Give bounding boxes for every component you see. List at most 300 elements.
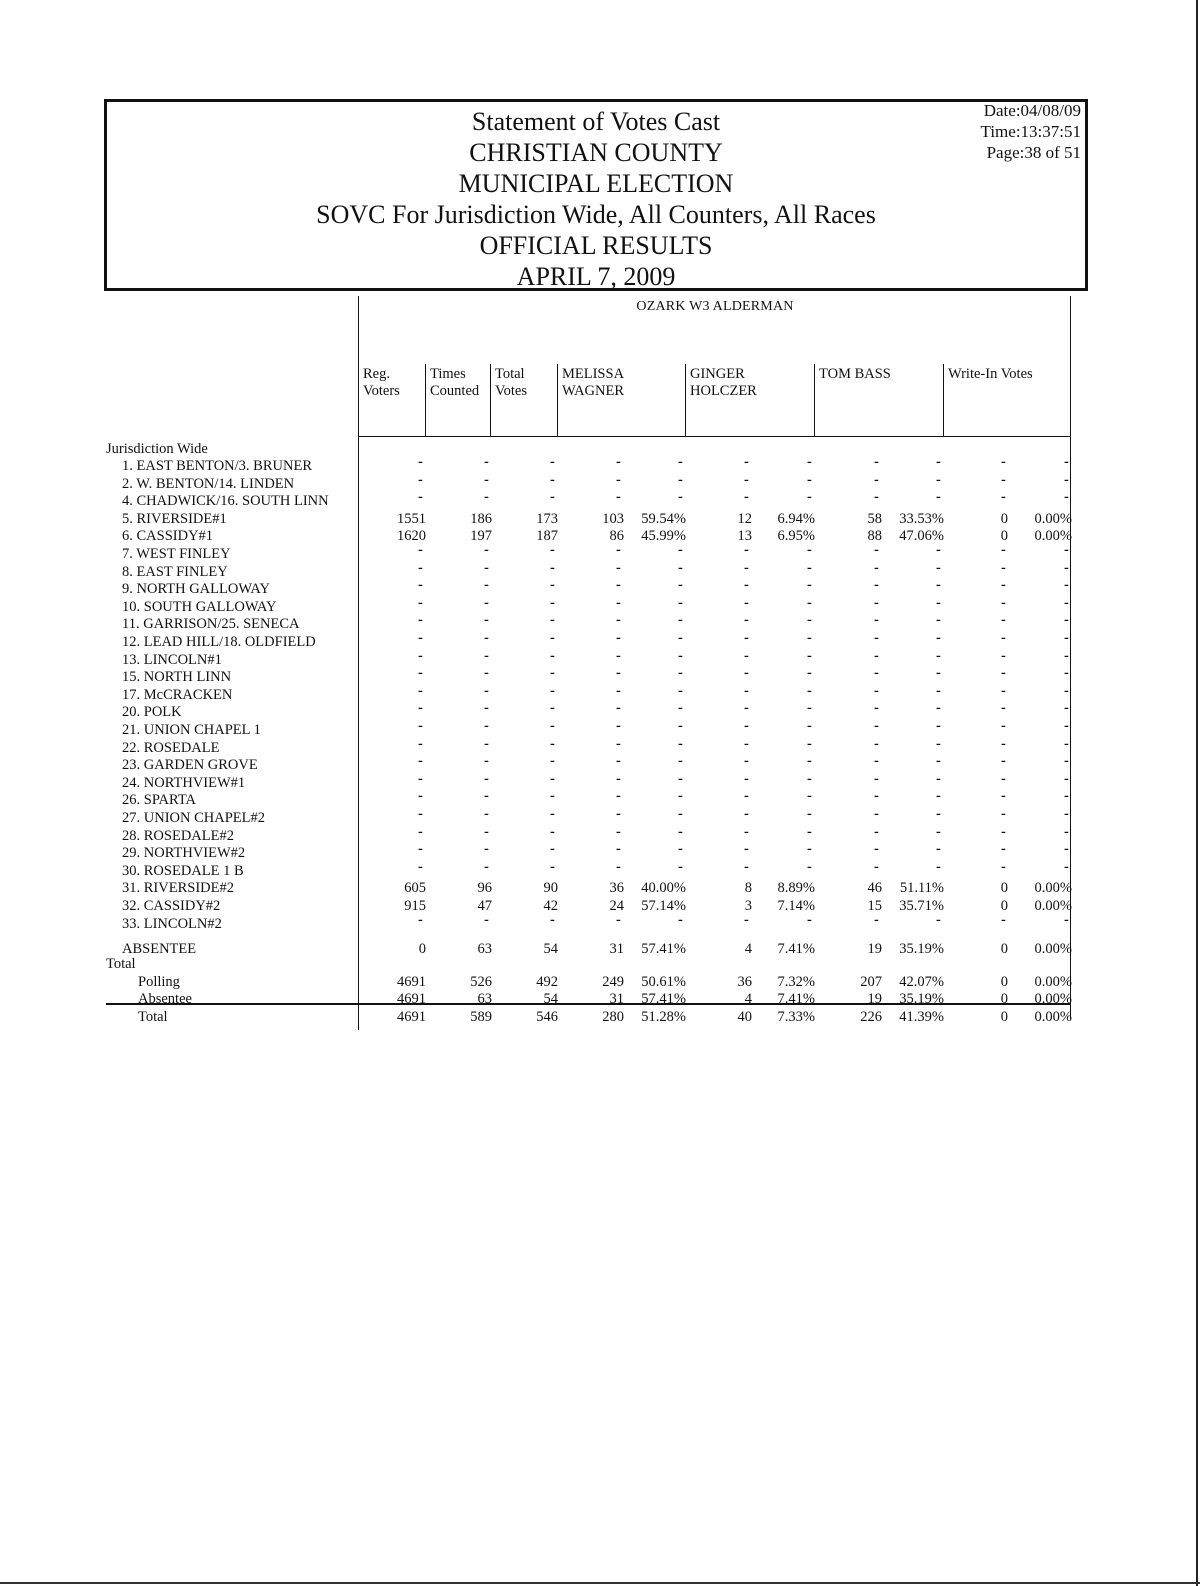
cell-value: 280 xyxy=(602,1009,624,1025)
cell-empty: - xyxy=(1001,736,1006,752)
cell-empty: - xyxy=(616,595,621,611)
cell-value: 0.00% xyxy=(1034,1009,1072,1025)
cell-empty: - xyxy=(1001,718,1006,734)
cell-empty: - xyxy=(418,560,423,576)
cell-empty: - xyxy=(678,912,683,928)
cell-empty: - xyxy=(744,912,749,928)
cell-value: 0.00% xyxy=(1034,880,1072,896)
cell-empty: - xyxy=(678,841,683,857)
cell-value: 103 xyxy=(602,511,624,527)
cell-empty: - xyxy=(678,665,683,681)
cell-empty: - xyxy=(484,648,489,664)
cell-empty: - xyxy=(418,630,423,646)
county-name: CHRISTIAN COUNTY xyxy=(469,138,723,167)
cell-empty: - xyxy=(678,718,683,734)
cell-empty: - xyxy=(1001,630,1006,646)
row-label: 32. CASSIDY#2 xyxy=(122,898,221,914)
cell-value: 8 xyxy=(744,880,752,896)
cell-empty: - xyxy=(1001,454,1006,470)
cell-empty: - xyxy=(1064,683,1069,699)
cell-value: 0.00% xyxy=(1034,528,1072,544)
cell-empty: - xyxy=(678,753,683,769)
cell-empty: - xyxy=(1064,560,1069,576)
cell-empty: - xyxy=(1064,489,1069,505)
cell-empty: - xyxy=(874,736,879,752)
cell-empty: - xyxy=(936,788,941,804)
cell-value: 6.95% xyxy=(777,528,815,544)
cell-empty: - xyxy=(936,806,941,822)
cell-empty: - xyxy=(807,788,812,804)
table-row xyxy=(0,788,1200,809)
cell-empty: - xyxy=(484,736,489,752)
cell-value: 35.71% xyxy=(899,898,944,914)
cell-value: 4691 xyxy=(397,974,426,990)
report-title-line: Statement of Votes Cast xyxy=(471,107,721,136)
cell-value: 33.53% xyxy=(899,511,944,527)
cell-empty: - xyxy=(678,542,683,558)
row-label: 10. SOUTH GALLOWAY xyxy=(122,599,277,615)
cell-empty: - xyxy=(936,542,941,558)
header-bottom-rule xyxy=(358,436,1070,437)
cell-value: 197 xyxy=(470,528,492,544)
cell-value: 0.00% xyxy=(1034,511,1072,527)
cell-empty: - xyxy=(1064,788,1069,804)
cell-empty: - xyxy=(807,683,812,699)
cell-empty: - xyxy=(616,824,621,840)
cell-empty: - xyxy=(744,788,749,804)
row-label: 4. CHADWICK/16. SOUTH LINN xyxy=(122,493,329,509)
cell-value: 86 xyxy=(609,528,624,544)
cell-value: 42.07% xyxy=(899,974,944,990)
cell-empty: - xyxy=(484,683,489,699)
cell-empty: - xyxy=(1064,718,1069,734)
cell-empty: - xyxy=(616,912,621,928)
cell-empty: - xyxy=(550,824,555,840)
cell-empty: - xyxy=(550,472,555,488)
cell-empty: - xyxy=(807,560,812,576)
cell-empty: - xyxy=(616,736,621,752)
cell-empty: - xyxy=(1001,577,1006,593)
cell-empty: - xyxy=(418,771,423,787)
cell-empty: - xyxy=(1001,683,1006,699)
row-label: 9. NORTH GALLOWAY xyxy=(122,581,271,597)
cell-empty: - xyxy=(550,683,555,699)
cell-empty: - xyxy=(936,595,941,611)
cell-empty: - xyxy=(678,489,683,505)
cell-empty: - xyxy=(936,700,941,716)
table-row xyxy=(0,510,1200,528)
row-label: 31. RIVERSIDE#2 xyxy=(122,880,234,896)
cell-empty: - xyxy=(1001,560,1006,576)
cell-empty: - xyxy=(678,630,683,646)
cell-value: 546 xyxy=(536,1009,558,1025)
report-scope: SOVC For Jurisdiction Wide, All Counters, All Races xyxy=(316,200,876,229)
cell-empty: - xyxy=(418,753,423,769)
cell-empty: - xyxy=(1001,824,1006,840)
cell-value: 51.11% xyxy=(899,880,944,896)
cell-empty: - xyxy=(936,612,941,628)
cell-empty: - xyxy=(418,612,423,628)
cell-empty: - xyxy=(418,718,423,734)
cell-empty: - xyxy=(744,472,749,488)
cell-value: 58 xyxy=(867,511,882,527)
cell-empty: - xyxy=(678,472,683,488)
cell-empty: - xyxy=(936,665,941,681)
table-row xyxy=(0,612,1200,633)
cell-empty: - xyxy=(484,542,489,558)
column-separator xyxy=(943,364,944,436)
row-label: 17. McCRACKEN xyxy=(122,687,233,703)
cell-empty: - xyxy=(616,753,621,769)
cell-empty: - xyxy=(936,683,941,699)
cell-empty: - xyxy=(484,560,489,576)
row-label: 20. POLK xyxy=(122,704,182,720)
cell-empty: - xyxy=(807,824,812,840)
cell-empty: - xyxy=(1001,595,1006,611)
cell-empty: - xyxy=(550,700,555,716)
cell-empty: - xyxy=(1001,700,1006,716)
cell-empty: - xyxy=(807,454,812,470)
row-label: 23. GARDEN GROVE xyxy=(122,757,258,773)
cell-empty: - xyxy=(418,472,423,488)
cell-empty: - xyxy=(744,859,749,875)
cell-value: 0 xyxy=(1000,511,1008,527)
cell-value: 47.06% xyxy=(899,528,944,544)
totals-row xyxy=(0,990,1200,1008)
cell-value: 35.19% xyxy=(899,941,944,957)
cell-empty: - xyxy=(874,824,879,840)
column-header-total-votes xyxy=(495,366,527,400)
cell-value: 0 xyxy=(418,941,426,957)
cell-empty: - xyxy=(418,648,423,664)
cell-empty: - xyxy=(807,753,812,769)
cell-value: 186 xyxy=(470,511,492,527)
cell-value: 589 xyxy=(470,1009,492,1025)
cell-empty: - xyxy=(616,718,621,734)
cell-value: 492 xyxy=(536,974,558,990)
cell-empty: - xyxy=(874,665,879,681)
cell-empty: - xyxy=(484,630,489,646)
cell-empty: - xyxy=(874,771,879,787)
cell-empty: - xyxy=(678,595,683,611)
table-row xyxy=(0,879,1200,897)
cell-value: 915 xyxy=(404,898,426,914)
table-row xyxy=(0,912,1200,933)
row-label: Jurisdiction Wide xyxy=(106,441,208,457)
cell-empty: - xyxy=(484,718,489,734)
cell-value: 12 xyxy=(737,511,752,527)
cell-empty: - xyxy=(678,736,683,752)
cell-empty: - xyxy=(807,648,812,664)
cell-empty: - xyxy=(616,700,621,716)
cell-empty: - xyxy=(1064,472,1069,488)
scan-edge-bottom xyxy=(0,1582,1200,1584)
column-separator xyxy=(490,364,491,436)
table-row xyxy=(0,806,1200,827)
cell-empty: - xyxy=(936,841,941,857)
cell-empty: - xyxy=(807,841,812,857)
cell-value: 0 xyxy=(1000,880,1008,896)
cell-empty: - xyxy=(1064,454,1069,470)
cell-empty: - xyxy=(678,788,683,804)
cell-empty: - xyxy=(936,718,941,734)
cell-value: 40.00% xyxy=(641,880,686,896)
table-row xyxy=(0,700,1200,721)
cell-empty: - xyxy=(550,630,555,646)
cell-value: 0 xyxy=(1000,991,1008,1007)
cell-empty: - xyxy=(550,806,555,822)
cell-empty: - xyxy=(418,665,423,681)
row-label: 1. EAST BENTON/3. BRUNER xyxy=(122,458,312,474)
cell-empty: - xyxy=(616,665,621,681)
cell-empty: - xyxy=(1001,841,1006,857)
cell-empty: - xyxy=(678,612,683,628)
cell-empty: - xyxy=(1064,648,1069,664)
cell-empty: - xyxy=(807,630,812,646)
cell-value: 226 xyxy=(860,1009,882,1025)
cell-empty: - xyxy=(678,806,683,822)
cell-value: 0.00% xyxy=(1034,898,1072,914)
row-label: 2. W. BENTON/14. LINDEN xyxy=(122,476,295,492)
cell-value: 31 xyxy=(609,991,624,1007)
column-separator xyxy=(814,364,815,436)
cell-empty: - xyxy=(1064,665,1069,681)
totals-row xyxy=(0,973,1200,991)
cell-empty: - xyxy=(1001,648,1006,664)
cell-empty: - xyxy=(744,454,749,470)
cell-empty: - xyxy=(744,630,749,646)
cell-empty: - xyxy=(874,560,879,576)
cell-empty: - xyxy=(1001,859,1006,875)
column-header-line: TOM BASS xyxy=(819,366,891,382)
cell-empty: - xyxy=(678,859,683,875)
row-label: Total xyxy=(106,956,136,972)
cell-empty: - xyxy=(1064,736,1069,752)
table-row xyxy=(0,454,1200,475)
cell-empty: - xyxy=(874,683,879,699)
cell-value: 7.14% xyxy=(777,898,815,914)
cell-empty: - xyxy=(1001,753,1006,769)
cell-value: 0 xyxy=(1000,941,1008,957)
cell-empty: - xyxy=(874,718,879,734)
table-row xyxy=(0,897,1200,915)
cell-empty: - xyxy=(874,753,879,769)
cell-value: 207 xyxy=(860,974,882,990)
cell-value: 8.89% xyxy=(777,880,815,896)
cell-value: 41.39% xyxy=(899,1009,944,1025)
cell-empty: - xyxy=(1001,612,1006,628)
cell-empty: - xyxy=(418,841,423,857)
cell-empty: - xyxy=(418,788,423,804)
cell-value: 0 xyxy=(1000,1009,1008,1025)
cell-value: 0.00% xyxy=(1034,941,1072,957)
row-label: 28. ROSEDALE#2 xyxy=(122,828,234,844)
row-label: ABSENTEE xyxy=(122,941,197,957)
totals-heading xyxy=(0,955,1200,973)
report-header-box xyxy=(104,99,1088,291)
cell-empty: - xyxy=(1064,912,1069,928)
cell-empty: - xyxy=(550,454,555,470)
cell-value: 24 xyxy=(609,898,624,914)
cell-empty: - xyxy=(484,595,489,611)
cell-empty: - xyxy=(1064,771,1069,787)
row-label: Total xyxy=(138,1009,168,1025)
cell-value: 4691 xyxy=(397,1009,426,1025)
cell-empty: - xyxy=(678,648,683,664)
column-header-write-in xyxy=(948,366,1033,383)
cell-empty: - xyxy=(418,700,423,716)
cell-empty: - xyxy=(550,753,555,769)
cell-value: 0 xyxy=(1000,898,1008,914)
election-date: APRIL 7, 2009 xyxy=(516,262,676,291)
row-label: Polling xyxy=(138,974,180,990)
cell-empty: - xyxy=(807,736,812,752)
column-header-melissa-wagner xyxy=(562,366,624,400)
cell-value: 4 xyxy=(744,941,752,957)
cell-empty: - xyxy=(484,806,489,822)
cell-empty: - xyxy=(1001,489,1006,505)
cell-empty: - xyxy=(550,612,555,628)
column-separator xyxy=(425,364,426,436)
cell-empty: - xyxy=(744,648,749,664)
cell-empty: - xyxy=(744,771,749,787)
cell-empty: - xyxy=(616,806,621,822)
cell-empty: - xyxy=(874,454,879,470)
cell-empty: - xyxy=(1064,630,1069,646)
cell-empty: - xyxy=(874,630,879,646)
cell-value: 42 xyxy=(543,898,558,914)
cell-empty: - xyxy=(1064,700,1069,716)
cell-empty: - xyxy=(936,912,941,928)
table-row xyxy=(0,683,1200,704)
cell-empty: - xyxy=(550,912,555,928)
cell-empty: - xyxy=(1001,472,1006,488)
cell-empty: - xyxy=(616,454,621,470)
cell-value: 605 xyxy=(404,880,426,896)
cell-value: 4 xyxy=(744,991,752,1007)
cell-value: 7.41% xyxy=(777,941,815,957)
cell-empty: - xyxy=(484,700,489,716)
cell-empty: - xyxy=(616,630,621,646)
cell-empty: - xyxy=(484,753,489,769)
column-header-line: GINGER xyxy=(690,366,745,382)
cell-value: 173 xyxy=(536,511,558,527)
cell-empty: - xyxy=(550,665,555,681)
cell-empty: - xyxy=(484,788,489,804)
cell-empty: - xyxy=(807,489,812,505)
cell-value: 54 xyxy=(543,991,558,1007)
table-row xyxy=(0,753,1200,774)
cell-empty: - xyxy=(678,771,683,787)
column-separator xyxy=(557,364,558,436)
cell-empty: - xyxy=(936,630,941,646)
cell-value: 4691 xyxy=(397,991,426,1007)
cell-empty: - xyxy=(418,542,423,558)
cell-value: 7.41% xyxy=(777,991,815,1007)
cell-empty: - xyxy=(1064,577,1069,593)
cell-empty: - xyxy=(744,683,749,699)
cell-empty: - xyxy=(484,472,489,488)
cell-value: 57.41% xyxy=(641,941,686,957)
cell-empty: - xyxy=(874,542,879,558)
cell-empty: - xyxy=(744,560,749,576)
column-header-reg-voters xyxy=(363,366,400,400)
column-separator xyxy=(685,364,686,436)
cell-value: 0 xyxy=(1000,528,1008,544)
cell-empty: - xyxy=(807,665,812,681)
cell-empty: - xyxy=(678,577,683,593)
cell-empty: - xyxy=(1064,824,1069,840)
row-label: 7. WEST FINLEY xyxy=(122,546,231,562)
report-time: Time:13:37:51 xyxy=(980,122,1081,141)
cell-empty: - xyxy=(1064,806,1069,822)
table-row xyxy=(0,665,1200,686)
cell-empty: - xyxy=(874,612,879,628)
cell-empty: - xyxy=(744,824,749,840)
column-header-line: Counted xyxy=(430,383,480,399)
cell-empty: - xyxy=(936,824,941,840)
cell-empty: - xyxy=(807,577,812,593)
cell-empty: - xyxy=(550,771,555,787)
table-row xyxy=(0,542,1200,563)
cell-empty: - xyxy=(550,718,555,734)
cell-value: 57.41% xyxy=(641,991,686,1007)
row-label: 33. LINCOLN#2 xyxy=(122,916,222,932)
race-title: OZARK W3 ALDERMAN xyxy=(636,299,794,314)
table-row xyxy=(0,718,1200,739)
report-title-block xyxy=(107,106,1085,292)
cell-empty: - xyxy=(616,577,621,593)
cell-empty: - xyxy=(744,577,749,593)
cell-empty: - xyxy=(550,577,555,593)
row-label: 8. EAST FINLEY xyxy=(122,564,228,580)
cell-value: 249 xyxy=(602,974,624,990)
cell-value: 88 xyxy=(867,528,882,544)
cell-empty: - xyxy=(418,859,423,875)
cell-empty: - xyxy=(484,454,489,470)
row-label: 26. SPARTA xyxy=(122,792,196,808)
cell-empty: - xyxy=(1064,612,1069,628)
cell-empty: - xyxy=(418,912,423,928)
table-row xyxy=(0,630,1200,651)
column-header-line: Votes xyxy=(495,383,527,399)
row-label: 15. NORTH LINN xyxy=(122,669,232,685)
column-header-line: MELISSA xyxy=(562,366,625,382)
cell-empty: - xyxy=(874,806,879,822)
cell-empty: - xyxy=(678,824,683,840)
cell-empty: - xyxy=(1001,771,1006,787)
cell-value: 7.32% xyxy=(777,974,815,990)
cell-empty: - xyxy=(616,542,621,558)
cell-empty: - xyxy=(874,700,879,716)
cell-value: 63 xyxy=(477,941,492,957)
column-header-tom-bass xyxy=(819,366,891,383)
cell-empty: - xyxy=(874,595,879,611)
cell-value: 36 xyxy=(609,880,624,896)
cell-value: 3 xyxy=(744,898,752,914)
cell-empty: - xyxy=(550,841,555,857)
row-label: 13. LINCOLN#1 xyxy=(122,652,222,668)
cell-empty: - xyxy=(874,841,879,857)
cell-value: 31 xyxy=(609,941,624,957)
cell-value: 59.54% xyxy=(641,511,686,527)
cell-empty: - xyxy=(484,912,489,928)
report-date: Date:04/08/09 xyxy=(983,101,1081,120)
cell-empty: - xyxy=(936,489,941,505)
cell-empty: - xyxy=(418,595,423,611)
table-row xyxy=(0,736,1200,757)
table-row xyxy=(0,771,1200,792)
